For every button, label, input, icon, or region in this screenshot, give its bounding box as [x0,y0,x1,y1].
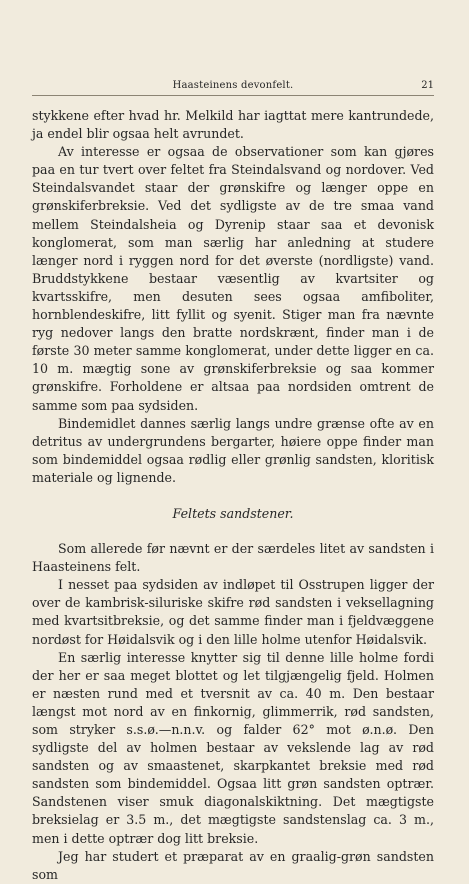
paragraph: Jeg har studert et præparat av en graalig-grøn sandsten som [32,848,434,882]
body-text [32,107,434,884]
section-heading: Feltets sandstener. [172,505,294,521]
running-title: Haasteinens devonfelt. [172,80,294,91]
paragraph: Som allerede før nævnt er der særdeles litet av sandsten i Haasteinens felt. [32,541,434,575]
paragraph: I nesset paa sydsiden av indløpet til Osstrupen ligger der over de kambrisk-siluriske skifre rød sandsten i veksellagning med kvartsitbreksie, og det samme finder man i fjeldvæggene nordøst for Høidalsvik og i den lille holme utenfor Høidalsvik. [32,577,434,647]
page-number: 21 [421,80,434,91]
paragraph: En særlig interesse knytter sig til denne lille holme fordi der her er saa meget blottet og let tilgjængelig fjeld. Holmen er næsten rund med et tversnit av ca. 40 m. Den bestaar længst mot nord av en finkornig, glimmerrik, rød sandsten, som stryker s.s.ø.—n.n.v. og falder 62° mot ø.n.ø. Den sydligste del av holmen bestaar av vekslende lag av rød sandsten og av smaastenet, skarpkantet breksie med rød sandsten som bindemiddel. Ogsaa litt grøn sandsten optrær. Sandstenen viser smuk diagonalskiktning. Det mægtigste breksielag er 3.5 m., det mægtigste sandstenslag ca. 3 m., men i dette optrær dog litt breksie. [32,649,434,846]
paragraph: stykkene efter hvad hr. Melkild har iagttat mere kantrundede, ja endel blir ogsaa helt avrundet. [32,108,434,142]
paragraph: Bindemidlet dannes særlig langs undre grænse ofte av en detritus av undergrundens bergarter, høiere oppe finder man som bindemiddel ogsaa rødlig eller grønlig sandsten, kloritisk materiale og lignende. [32,415,434,485]
running-header [32,79,434,96]
paragraph: Av interesse er ogsaa de observationer som kan gjøres paa en tur tvert over feltet fra Steindalsvand og nordover. Ved Steindalsvandet staar der grønskifre og længer oppe en grønskiferbreksie. Ved det sydligste av de tre smaa vand mellem Steindalsheia og Dyrenip staar saa et devonisk konglomerat, som man særlig har anledning at studere længer nord i ryggen nord for det øverste (nordligste) vand. Bruddstykkene bestaar væsentlig av kvartsiter og kvartsskifre, men desuten sees ogsaa amfiboliter, hornblendeskifre, litt fyllit og syenit. Stiger man fra nævnte ryg nedover langs den bratte nordskrænt, finder man i de første 30 meter samme konglomerat, under dette ligger en ca. 10 m. mægtig sone av grønskiferbreksie og saa kommer grønskifre. Forholdene er altsaa paa nordsiden omtrent de samme som paa sydsiden. [32,144,434,413]
